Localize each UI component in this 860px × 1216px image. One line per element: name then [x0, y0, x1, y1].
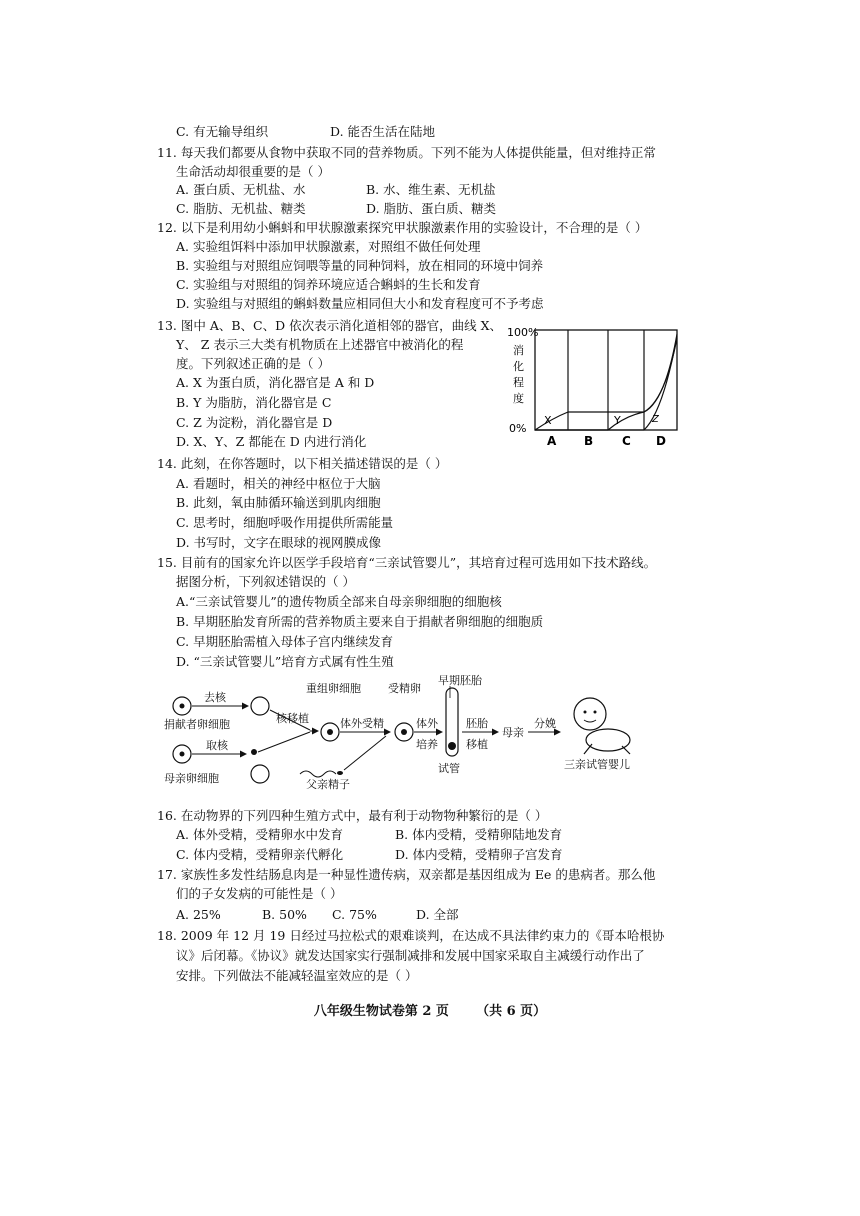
sperm-tail-icon	[300, 771, 336, 777]
reconstructed-egg-label: 重组卵细胞	[306, 682, 361, 695]
q17-stem-line2: 们的子女发病的可能性是（ ）	[176, 886, 343, 901]
q11-stem-line2: 生命活动却很重要的是（ ）	[176, 164, 330, 179]
baby-icon	[574, 698, 630, 754]
q18-stem-line3: 安排。下列做法不能减轻温室效应的是（ ）	[176, 968, 418, 983]
q14-stem: 14. 此刻，在你答题时，以下相关描述错误的是（ ）	[157, 456, 448, 471]
q11-option-b: B. 水、维生素、无机盐	[366, 182, 496, 197]
q14-option-d: D. 书写时，文字在眼球的视网膜成像	[176, 535, 382, 550]
q12-stem: 12. 以下是利用幼小蝌蚪和甲状腺激素探究甲状腺激素作用的实验设计，不合理的是（ ）	[157, 220, 648, 235]
digestion-chart	[505, 322, 685, 454]
mother-egg-label: 母亲卵细胞	[164, 772, 219, 785]
culture-label-1: 体外	[416, 717, 438, 730]
organ-b: B	[584, 434, 594, 448]
q15-option-d: D. “三亲试管婴儿”培育方式属有性生殖	[176, 654, 394, 669]
q11-stem-line1: 11. 每天我们都要从食物中获取不同的营养物质。下列不能为人体提供能量，但对维持正常	[157, 145, 656, 160]
q17-option-b: B. 50%	[262, 907, 307, 922]
q13-option-a: A. X 为蛋白质，消化器官是 A 和 D	[176, 375, 375, 390]
organ-d: D	[656, 434, 666, 448]
q15-option-a: A.“三亲试管婴儿”的遗传物质全部来自母亲卵细胞的细胞核	[176, 594, 502, 609]
q12-option-a: A. 实验组饵料中添加甲状腺激素，对照组不做任何处理	[176, 239, 481, 254]
mother-label: 母亲	[502, 726, 524, 739]
curve-z-label: Z	[652, 414, 659, 425]
q16-option-b: B. 体内受精，受精卵陆地发育	[395, 827, 563, 842]
q17-option-d: D. 全部	[416, 907, 459, 922]
reconstructed-nucleus-icon	[327, 729, 333, 735]
q12-option-b: B. 实验组与对照组应饲喂等量的同种饲料，放在相同的环境中饲养	[176, 258, 544, 273]
q14-option-c: C. 思考时，细胞呼吸作用提供所需能量	[176, 515, 394, 530]
sperm-arrow-line	[344, 736, 386, 770]
organ-c: C	[622, 434, 631, 448]
sperm-label: 父亲精子	[306, 778, 350, 790]
curve-y-label: Y	[614, 414, 621, 427]
y-label-char-3: 程	[513, 376, 524, 389]
y-label-char-1: 消	[513, 344, 524, 357]
q18-stem-line1: 18. 2009 年 12 月 19 日经过马拉松式的艰难谈判，在达成不具法律约束力的《哥本哈根协	[157, 928, 665, 943]
mother-nucleus-icon	[180, 752, 185, 757]
ivf-label: 体外受精	[340, 717, 384, 730]
q11-option-a: A. 蛋白质、无机盐、水	[176, 182, 306, 197]
q17-option-a: A. 25%	[176, 907, 221, 922]
culture-label-2: 培养	[416, 738, 438, 751]
q15-stem-line1: 15. 目前有的国家允许以医学手段培育“三亲试管婴儿”，其培育过程可选用如下技术路线。	[157, 555, 657, 570]
q14-option-b: B. 此刻，氧由肺循环输送到肌肉细胞	[176, 495, 381, 510]
extracted-nucleus-icon	[251, 749, 257, 755]
q15-option-b: B. 早期胚胎发育所需的营养物质主要来自于捐献者卵细胞的细胞质	[176, 614, 544, 629]
remove-nucleus-label: 去核	[204, 691, 226, 704]
q18-stem-line2: 议》后闭幕。《协议》就发达国家实行强制减排和发展中国家采取自主减缓行动作出了	[176, 948, 645, 963]
early-embryo-icon	[448, 742, 456, 750]
y-label-char-4: 度	[513, 392, 524, 405]
q12-option-c: C. 实验组与对照组的饲养环境应适合蝌蚪的生长和发育	[176, 277, 481, 292]
q13-stem-line2: Y、 Z 表示三大类有机物质在上述器官中被消化的程	[176, 337, 464, 352]
q16-option-a: A. 体外受精，受精卵水中发育	[176, 827, 343, 842]
tube-label: 试管	[438, 762, 460, 775]
ivf-flow-diagram	[160, 674, 720, 790]
donor-egg-label: 捐献者卵细胞	[164, 718, 230, 731]
q13-stem-line3: 度。下列叙述正确的是（ ）	[176, 356, 330, 371]
q16-option-d: D. 体内受精，受精卵子宫发育	[395, 847, 563, 862]
fertilized-egg-label: 受精卵	[388, 682, 421, 695]
mother-egg-remnant-icon	[251, 765, 269, 783]
birth-label: 分娩	[534, 717, 556, 730]
take-nucleus-label: 取核	[206, 739, 228, 752]
sperm-head-icon	[337, 771, 343, 775]
page-footer	[0, 1000, 860, 1019]
footer-page: 八年级生物试卷第 2 页	[313, 1004, 449, 1019]
q16-option-c: C. 体内受精，受精卵亲代孵化	[176, 847, 344, 862]
y-bottom-label: 0%	[509, 422, 527, 435]
y-label-char-2: 化	[513, 360, 524, 373]
q17-option-c: C. 75%	[332, 907, 377, 922]
enucleated-egg-icon	[251, 697, 269, 715]
organ-a: A	[547, 434, 557, 448]
donor-nucleus-icon	[180, 704, 185, 709]
early-embryo-label: 早期胚胎	[438, 674, 482, 687]
y-top-label: 100%	[507, 326, 539, 339]
q13-option-c: C. Z 为淀粉，消化器官是 D	[176, 415, 333, 430]
q10-option-c: C. 有无输导组织	[176, 124, 269, 139]
q11-option-d: D. 脂肪、蛋白质、糖类	[366, 201, 497, 216]
q15-stem-line2: 据图分析，下列叙述错误的（ ）	[176, 574, 355, 589]
q17-stem-line1: 17. 家族性多发性结肠息肉是一种显性遗传病，双亲都是基因组成为 Ee 的患病者。那么他	[157, 867, 656, 882]
q14-option-a: A. 看题时，相关的神经中枢位于大脑	[176, 476, 381, 491]
q12-option-d: D. 实验组与对照组的蝌蚪数量应相同但大小和发育程度可不予考虑	[176, 296, 544, 311]
baby-label: 三亲试管婴儿	[564, 758, 630, 771]
q13-stem-line1: 13. 图中 A、B、C、D 依次表示消化道相邻的器官，曲线 X、	[157, 318, 502, 333]
q11-option-c: C. 脂肪、无机盐、糖类	[176, 201, 306, 216]
merge-line-bottom	[258, 732, 310, 752]
q13-option-d: D. X、Y、Z 都能在 D 内进行消化	[176, 434, 367, 449]
embryo-transfer-label-2: 移植	[466, 738, 488, 751]
fertilized-nucleus-icon	[401, 729, 407, 735]
embryo-transfer-label-1: 胚胎	[466, 717, 488, 730]
q10-option-d: D. 能否生活在陆地	[330, 124, 436, 139]
nuclear-transfer-label: 核移植	[276, 712, 309, 725]
q13-option-b: B. Y 为脂肪，消化器官是 C	[176, 395, 332, 410]
curve-x-label: X	[544, 414, 552, 427]
q15-option-c: C. 早期胚胎需植入母体子宫内继续发育	[176, 634, 394, 649]
q16-stem: 16. 在动物界的下列四种生殖方式中，最有利于动物物种繁衍的是（ ）	[157, 808, 548, 823]
footer-total: （共 6 页）	[476, 1004, 547, 1019]
